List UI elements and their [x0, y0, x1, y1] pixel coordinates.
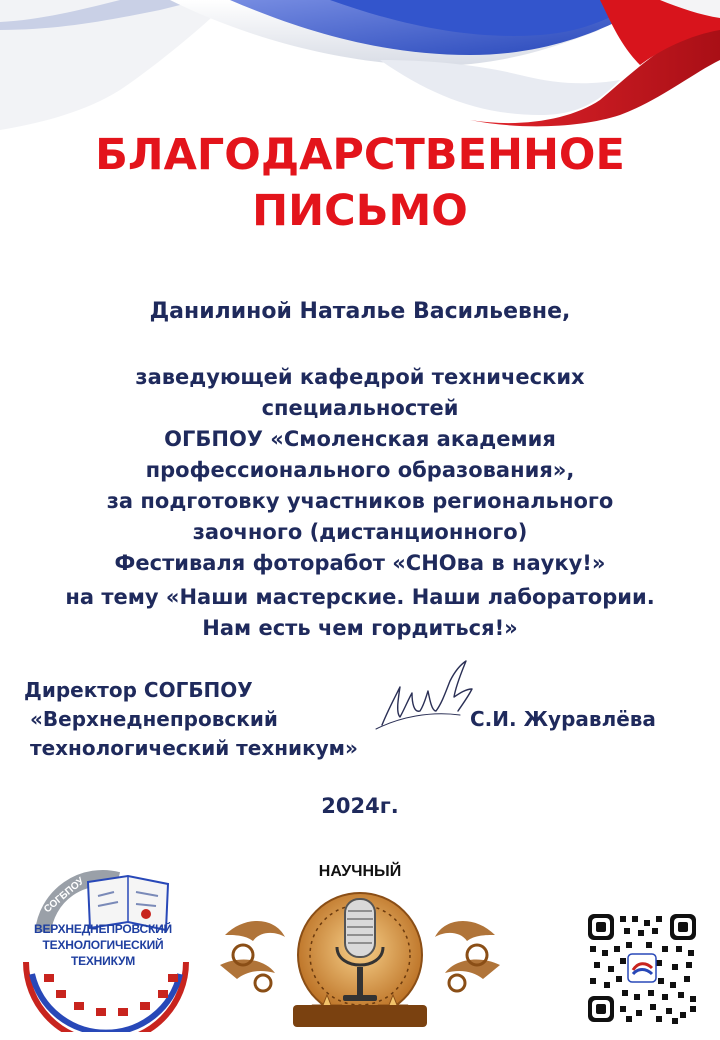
- body-line: заочного (дистанционного): [192, 520, 528, 544]
- college-logo-line: ВЕРХНЕДНЕПРОВСКИЙ: [34, 922, 172, 936]
- letter-year: 2024г.: [321, 794, 399, 818]
- body-line: Нам есть чем гордиться!»: [202, 616, 518, 640]
- body-line: профессионального образования»,: [145, 458, 575, 482]
- signatory-position-line: Директор СОГБПОУ: [24, 678, 253, 702]
- body-line: заведующей кафедрой технических: [135, 365, 585, 389]
- college-logo-arc-text: СОГБПОУ: [42, 875, 87, 916]
- qr-code[interactable]: [586, 912, 698, 1024]
- letter-title-line2: ПИСЬМО: [252, 186, 468, 236]
- science-club-logo: [215, 855, 505, 1040]
- college-logo: [18, 862, 218, 1032]
- signatory-position-line: «Верхнеднепровский: [30, 707, 278, 731]
- science-club-logo-word: НАУЧНЫЙ: [318, 863, 402, 880]
- body-line: за подготовку участников регионального: [106, 489, 614, 513]
- body-line: ОГБПОУ «Смоленская академия: [164, 427, 556, 451]
- body-line: специальностей: [261, 396, 459, 420]
- tricolor-ribbon: [0, 0, 720, 140]
- body-line: Фестиваля фоторабот «СНОва в науку!»: [114, 551, 606, 575]
- signatory-position: [24, 676, 404, 763]
- college-logo-line: ТЕХНИКУМ: [70, 954, 136, 968]
- college-logo-line: ТЕХНОЛОГИЧЕСКИЙ: [42, 938, 164, 952]
- signatory-name: С.И. Журавлёва: [470, 707, 656, 731]
- recipient-name: Данилиной Наталье Васильевне,: [149, 299, 571, 324]
- body-line: на тему «Наши мастерские. Наши лаборатории.: [65, 585, 655, 609]
- signatory-position-line: технологический техникум»: [30, 736, 358, 760]
- letter-title-line1: БЛАГОДАРСТВЕННОЕ: [95, 130, 625, 180]
